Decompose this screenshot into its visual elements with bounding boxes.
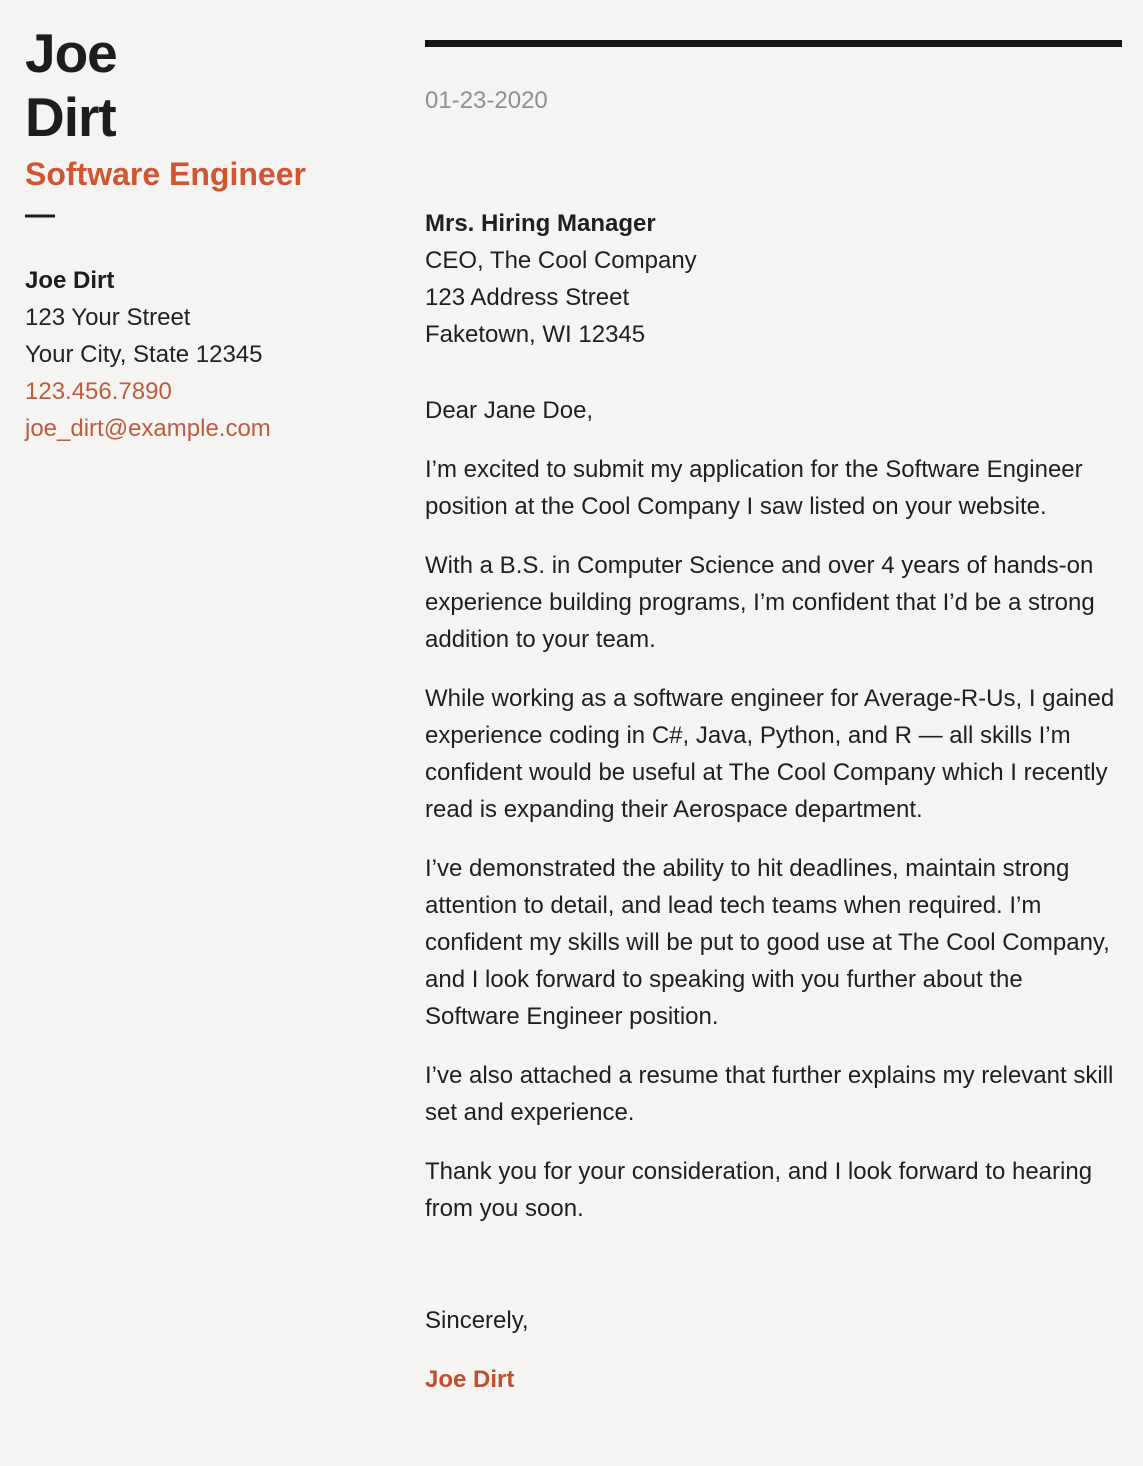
body-paragraph: With a B.S. in Computer Science and over 4 years of hands-on experience building programs, I’m confident that I’d be a strong addition to your team.: [425, 552, 1095, 653]
body-paragraph: I’ve also attached a resume that further explains my relevant skill set and experience.: [425, 1062, 1114, 1126]
contact-block: [25, 262, 397, 447]
divider-dash: —: [25, 198, 55, 231]
recipient-address-line2: Faketown, WI 12345: [425, 321, 646, 348]
recipient-name: Mrs. Hiring Manager: [425, 210, 656, 237]
contact-name: Joe Dirt: [25, 267, 115, 294]
recipient-title-company: CEO, The Cool Company: [425, 247, 697, 274]
letter-column: [425, 0, 1122, 1398]
contact-phone-link[interactable]: 123.456.7890: [25, 378, 172, 405]
top-rule: [425, 40, 1122, 47]
recipient-address-line1: 123 Address Street: [425, 284, 630, 311]
applicant-name-heading: [25, 21, 397, 149]
letter-body: [425, 392, 1120, 1398]
contact-email-link[interactable]: joe_dirt@example.com: [25, 415, 271, 442]
signature-name: Joe Dirt: [425, 1366, 515, 1393]
applicant-job-title: Software Engineer: [25, 156, 306, 192]
body-paragraph: I’ve demonstrated the ability to hit deadlines, maintain strong attention to detail, and lead tech teams when required. I’m confident my skills will be put to good use at The Cool Company, and I look forward to speaking with you further about the Software Engineer position.: [425, 855, 1110, 1030]
applicant-first-name: Joe: [25, 22, 117, 84]
closing-text: Sincerely,: [425, 1307, 529, 1334]
salutation: Dear Jane Doe,: [425, 397, 594, 424]
identity-sidebar: [25, 21, 397, 447]
contact-address-line1: 123 Your Street: [25, 304, 191, 331]
body-paragraph: While working as a software engineer for Average-R-Us, I gained experience coding in C#, Java, Python, and R — all skills I’m confident would be useful at The Cool Company which I recently read is expanding their Aerospace department.: [425, 685, 1115, 823]
body-paragraph: Thank you for your consideration, and I look forward to hearing from you soon.: [425, 1158, 1093, 1222]
contact-address-line2: Your City, State 12345: [25, 341, 263, 368]
body-paragraph: I’m excited to submit my application for the Software Engineer position at the Cool Company I saw listed on your website.: [425, 456, 1083, 520]
applicant-last-name: Dirt: [25, 86, 116, 148]
recipient-block: [425, 205, 1122, 353]
letter-date: 01-23-2020: [425, 87, 548, 114]
